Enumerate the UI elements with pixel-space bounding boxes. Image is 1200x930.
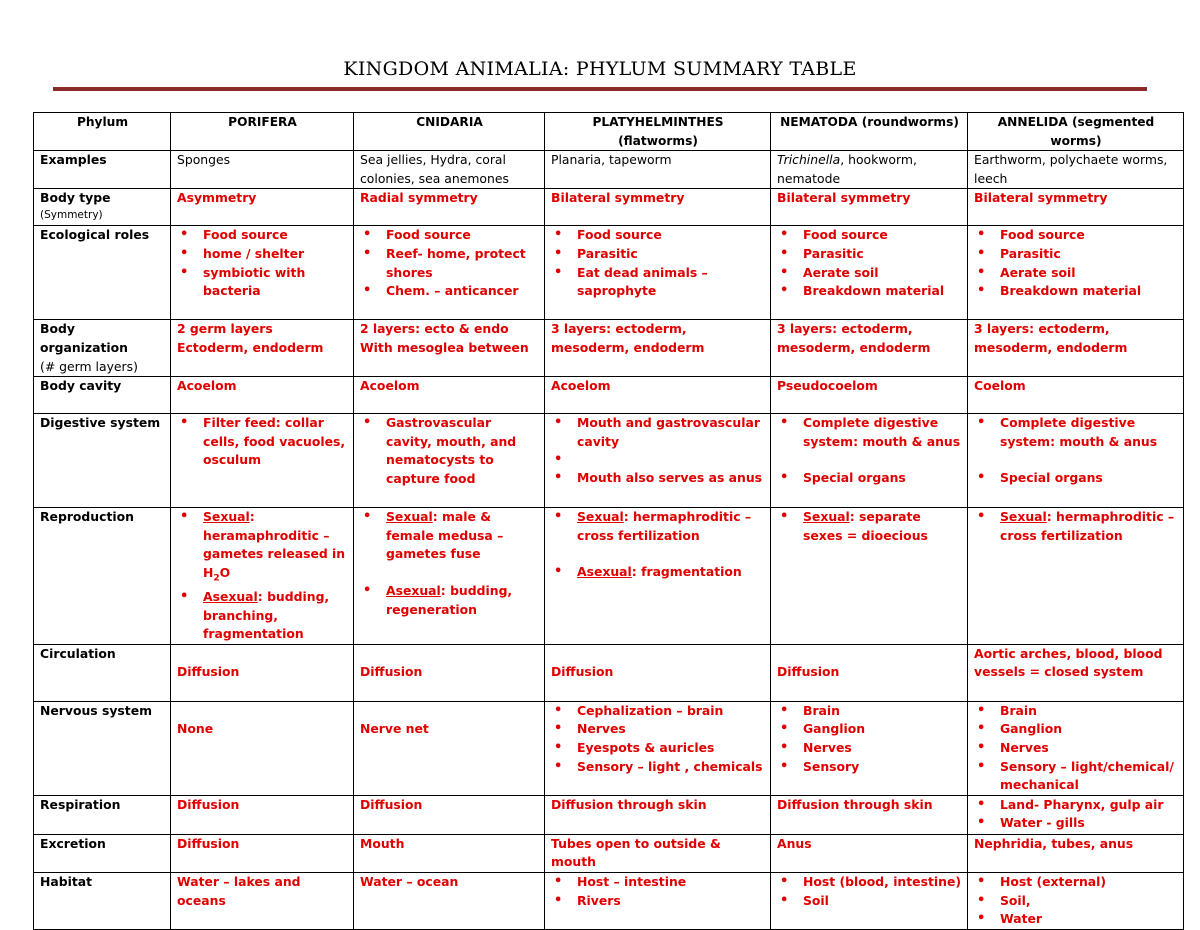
row-digestive-system [34, 414, 1184, 508]
cell-porifera: Sponges [171, 151, 354, 189]
italic-genus: Trichinella [777, 152, 841, 168]
cell-text: : budding, regeneration [386, 582, 513, 617]
sexual-term: Sexual [386, 509, 433, 525]
cell-platyhelminthes: Acoelom [545, 377, 771, 414]
list-item: • Land- Pharynx, gulp air [1000, 796, 1178, 815]
row-excretion [34, 834, 1184, 872]
cell-platyhelminthes [545, 226, 771, 320]
cell-nematoda [771, 701, 968, 795]
cell-line: 2 layers: ecto & endo [360, 321, 509, 337]
cell-cnidaria [354, 508, 545, 645]
cell-platyhelminthes [545, 414, 771, 508]
list-item: • Complete digestive system: mouth & anus [1000, 414, 1178, 451]
row-label: Body organization [40, 321, 128, 355]
list-item: • Host (blood, intestine) [803, 873, 962, 892]
list-item: • Mouth and gastrovascular cavity [577, 414, 765, 451]
list-item: • Sensory – light , chemicals [577, 758, 765, 777]
row-reproduction [34, 508, 1184, 645]
list-item: • Soil [803, 892, 962, 911]
cell-nematoda [771, 644, 968, 701]
list-item: • Sensory – light/chemical/ mechanical [1000, 758, 1178, 795]
cell-nematoda [771, 508, 968, 645]
list-item [577, 508, 765, 545]
phylum-summary-table [33, 112, 1184, 930]
asexual-term: Asexual [203, 589, 258, 604]
row-circulation [34, 644, 1184, 701]
cell-cnidaria: Radial symmetry [354, 189, 545, 226]
cell-nematoda [771, 414, 968, 508]
cell-annelida [968, 701, 1184, 795]
row-label: Habitat [34, 872, 171, 929]
cell-porifera: Asymmetry [171, 189, 354, 226]
cell-porifera: Acoelom [171, 377, 354, 414]
row-sublabel: (# germ layers) [40, 358, 138, 374]
cell-annelida [968, 226, 1184, 320]
cell-annelida: Aortic arches, blood, blood vessels = closed system [968, 644, 1184, 701]
header-cnidaria: CNIDARIA [354, 113, 545, 151]
list-item: • Soil, [1000, 892, 1178, 911]
cell-cnidaria: Acoelom [354, 377, 545, 414]
list-item: • Special organs [1000, 469, 1178, 488]
cell-line: Ectoderm, endoderm [177, 339, 324, 355]
cell-cnidaria [354, 701, 545, 795]
cell-text: None [177, 720, 214, 736]
list-item: • Complete digestive system: mouth & anus [803, 414, 962, 451]
row-label: Excretion [34, 834, 171, 872]
list-item [386, 508, 539, 564]
list-item [386, 582, 539, 619]
cell-nematoda: Anus [771, 834, 968, 872]
cell-text: Diffusion [360, 663, 423, 679]
list-item: • Water - gills [1000, 814, 1178, 833]
list-item: • Sensory [803, 758, 962, 777]
list-item: • Nerves [1000, 739, 1178, 758]
cell-annelida: Earthworm, polychaete worms, leech [968, 151, 1184, 189]
cell-annelida: Nephridia, tubes, anus [968, 834, 1184, 872]
row-label: Nervous system [34, 701, 171, 795]
row-nervous-system [34, 701, 1184, 795]
cell-text: Diffusion [777, 663, 840, 679]
header-porifera: PORIFERA [171, 113, 354, 151]
list-item [203, 588, 348, 644]
list-item: • Parasitic [1000, 245, 1178, 264]
cell-cnidaria [354, 226, 545, 320]
cell-text: : male & female medusa – gametes fuse [386, 509, 504, 562]
cell-nematoda: 3 layers: ectoderm, mesoderm, endoderm [771, 320, 968, 377]
header-annelida: ANNELIDA (segmented worms) [968, 113, 1184, 151]
row-body-type [34, 189, 1184, 226]
cell-porifera: Diffusion [171, 834, 354, 872]
list-item: • Food source [386, 226, 539, 245]
title-underline-rule [53, 87, 1147, 91]
list-item: • Ganglion [1000, 720, 1178, 739]
row-label: Body cavity [34, 377, 171, 414]
list-item: • Reef- home, protect shores [386, 245, 539, 282]
header-phylum: Phylum [34, 113, 171, 151]
header-nematoda: NEMATODA (roundworms) [771, 113, 968, 151]
list-item: • Brain [803, 702, 962, 721]
cell-porifera [171, 226, 354, 320]
row-label: Respiration [34, 795, 171, 834]
list-item: • Gastrovascular cavity, mouth, and nematocysts to capture food [386, 414, 539, 488]
list-item: • Ganglion [803, 720, 962, 739]
cell-nematoda [771, 151, 968, 189]
list-item: • Mouth also serves as anus [577, 469, 765, 488]
cell-porifera: Diffusion [171, 795, 354, 834]
cell-text: : fragmentation [631, 564, 742, 580]
row-label: Digestive system [34, 414, 171, 508]
cell-annelida: Bilateral symmetry [968, 189, 1184, 226]
list-item: • Host (external) [1000, 873, 1178, 892]
row-body-cavity [34, 377, 1184, 414]
cell-porifera [171, 644, 354, 701]
cell-annelida [968, 508, 1184, 645]
cell-nematoda: Pseudocoelom [771, 377, 968, 414]
cell-platyhelminthes: Tubes open to outside & mouth [545, 834, 771, 872]
list-item: • Water [1000, 910, 1178, 929]
list-item [203, 508, 348, 588]
sexual-term: Sexual [577, 509, 624, 525]
list-item: • Cephalization – brain [577, 702, 765, 721]
cell-cnidaria [354, 320, 545, 377]
list-item: • Breakdown material [1000, 282, 1178, 301]
cell-text: O [219, 564, 231, 580]
row-label: Reproduction [34, 508, 171, 645]
list-item: • Brain [1000, 702, 1178, 721]
cell-text: : separate sexes = dioecious [803, 509, 928, 543]
cell-cnidaria: Water – ocean [354, 872, 545, 929]
cell-line: 2 germ layers [177, 321, 273, 337]
row-body-organization [34, 320, 1184, 377]
list-item: • Aerate soil [1000, 264, 1178, 283]
list-item: • Nerves [803, 739, 962, 758]
cell-text: Diffusion [551, 663, 614, 679]
row-respiration [34, 795, 1184, 834]
row-label: Body type [40, 190, 111, 206]
cell-text: : heramaphroditic – gametes released in H [203, 509, 346, 580]
list-item: • Eat dead animals – saprophyte [577, 264, 765, 301]
list-item [577, 563, 765, 582]
list-item: • Breakdown material [803, 282, 962, 301]
cell-annelida [968, 872, 1184, 929]
row-ecological-roles [34, 226, 1184, 320]
list-item: • Eyespots & auricles [577, 739, 765, 758]
cell-text: : hermaphroditic – cross fertilization [577, 509, 752, 543]
list-item: • Nerves [577, 720, 765, 739]
row-label: Circulation [34, 644, 171, 701]
cell-cnidaria: Diffusion [354, 795, 545, 834]
list-item: • Food source [803, 226, 962, 245]
cell-platyhelminthes [545, 701, 771, 795]
list-item: • Parasitic [577, 245, 765, 264]
cell-porifera [171, 508, 354, 645]
cell-annelida [968, 795, 1184, 834]
list-item: • Chem. – anticancer [386, 282, 539, 301]
list-item: • Food source [203, 226, 348, 245]
cell-platyhelminthes: Planaria, tapeworm [545, 151, 771, 189]
cell-annelida: 3 layers: ectoderm, mesoderm, endoderm [968, 320, 1184, 377]
cell-nematoda: Bilateral symmetry [771, 189, 968, 226]
list-item: • symbiotic with bacteria [203, 264, 348, 301]
sexual-term: Sexual [1000, 509, 1047, 525]
cell-platyhelminthes [545, 644, 771, 701]
row-label: Examples [34, 151, 171, 189]
cell-platyhelminthes: 3 layers: ectoderm, mesoderm, endoderm [545, 320, 771, 377]
cell-cnidaria [354, 414, 545, 508]
page-title: KINGDOM ANIMALIA: PHYLUM SUMMARY TABLE [343, 58, 857, 80]
cell-line: With mesoglea between [360, 339, 529, 355]
cell-text: , hookworm, nematode [777, 152, 917, 186]
cell-porifera [171, 414, 354, 508]
cell-cnidaria [354, 644, 545, 701]
cell-porifera [171, 701, 354, 795]
list-item: • Aerate soil [803, 264, 962, 283]
sexual-term: Sexual [203, 509, 250, 525]
list-item: • Parasitic [803, 245, 962, 264]
row-habitat [34, 872, 1184, 929]
row-label: Ecological roles [34, 226, 171, 320]
cell-porifera: Water – lakes and oceans [171, 872, 354, 929]
row-examples [34, 151, 1184, 189]
list-item: • Special organs [803, 469, 962, 488]
subscript: 2 [213, 573, 220, 584]
row-label-cell [34, 320, 171, 377]
cell-nematoda: Diffusion through skin [771, 795, 968, 834]
sexual-term: Sexual [803, 509, 850, 525]
list-item [1000, 508, 1178, 545]
cell-cnidaria: Mouth [354, 834, 545, 872]
asexual-term: Asexual [386, 582, 441, 598]
list-spacer [577, 451, 765, 469]
cell-nematoda [771, 226, 968, 320]
list-item: • Rivers [577, 892, 765, 911]
cell-text: Diffusion [177, 663, 240, 679]
row-sublabel: (Symmetry) [40, 208, 103, 221]
cell-platyhelminthes: Diffusion through skin [545, 795, 771, 834]
cell-platyhelminthes: Bilateral symmetry [545, 189, 771, 226]
row-label-cell [34, 189, 171, 226]
list-item [803, 508, 962, 545]
header-platyhelminthes: PLATYHELMINTHES (flatworms) [545, 113, 771, 151]
cell-text: : hermaphroditic – cross fertilization [1000, 509, 1175, 543]
cell-annelida: Coelom [968, 377, 1184, 414]
cell-platyhelminthes [545, 872, 771, 929]
cell-porifera [171, 320, 354, 377]
cell-nematoda [771, 872, 968, 929]
cell-text: Nerve net [360, 720, 429, 736]
list-item: • home / shelter [203, 245, 348, 264]
cell-text: : budding, branching, fragmentation [203, 589, 330, 642]
cell-platyhelminthes [545, 508, 771, 645]
list-item: • Host – intestine [577, 873, 765, 892]
cell-annelida [968, 414, 1184, 508]
list-item: • Food source [1000, 226, 1178, 245]
list-item: • Filter feed: collar cells, food vacuoles, osculum [203, 414, 348, 470]
list-item: • Food source [577, 226, 765, 245]
cell-cnidaria: Sea jellies, Hydra, coral colonies, sea anemones [354, 151, 545, 189]
header-row [34, 113, 1184, 151]
asexual-term: Asexual [577, 564, 632, 580]
